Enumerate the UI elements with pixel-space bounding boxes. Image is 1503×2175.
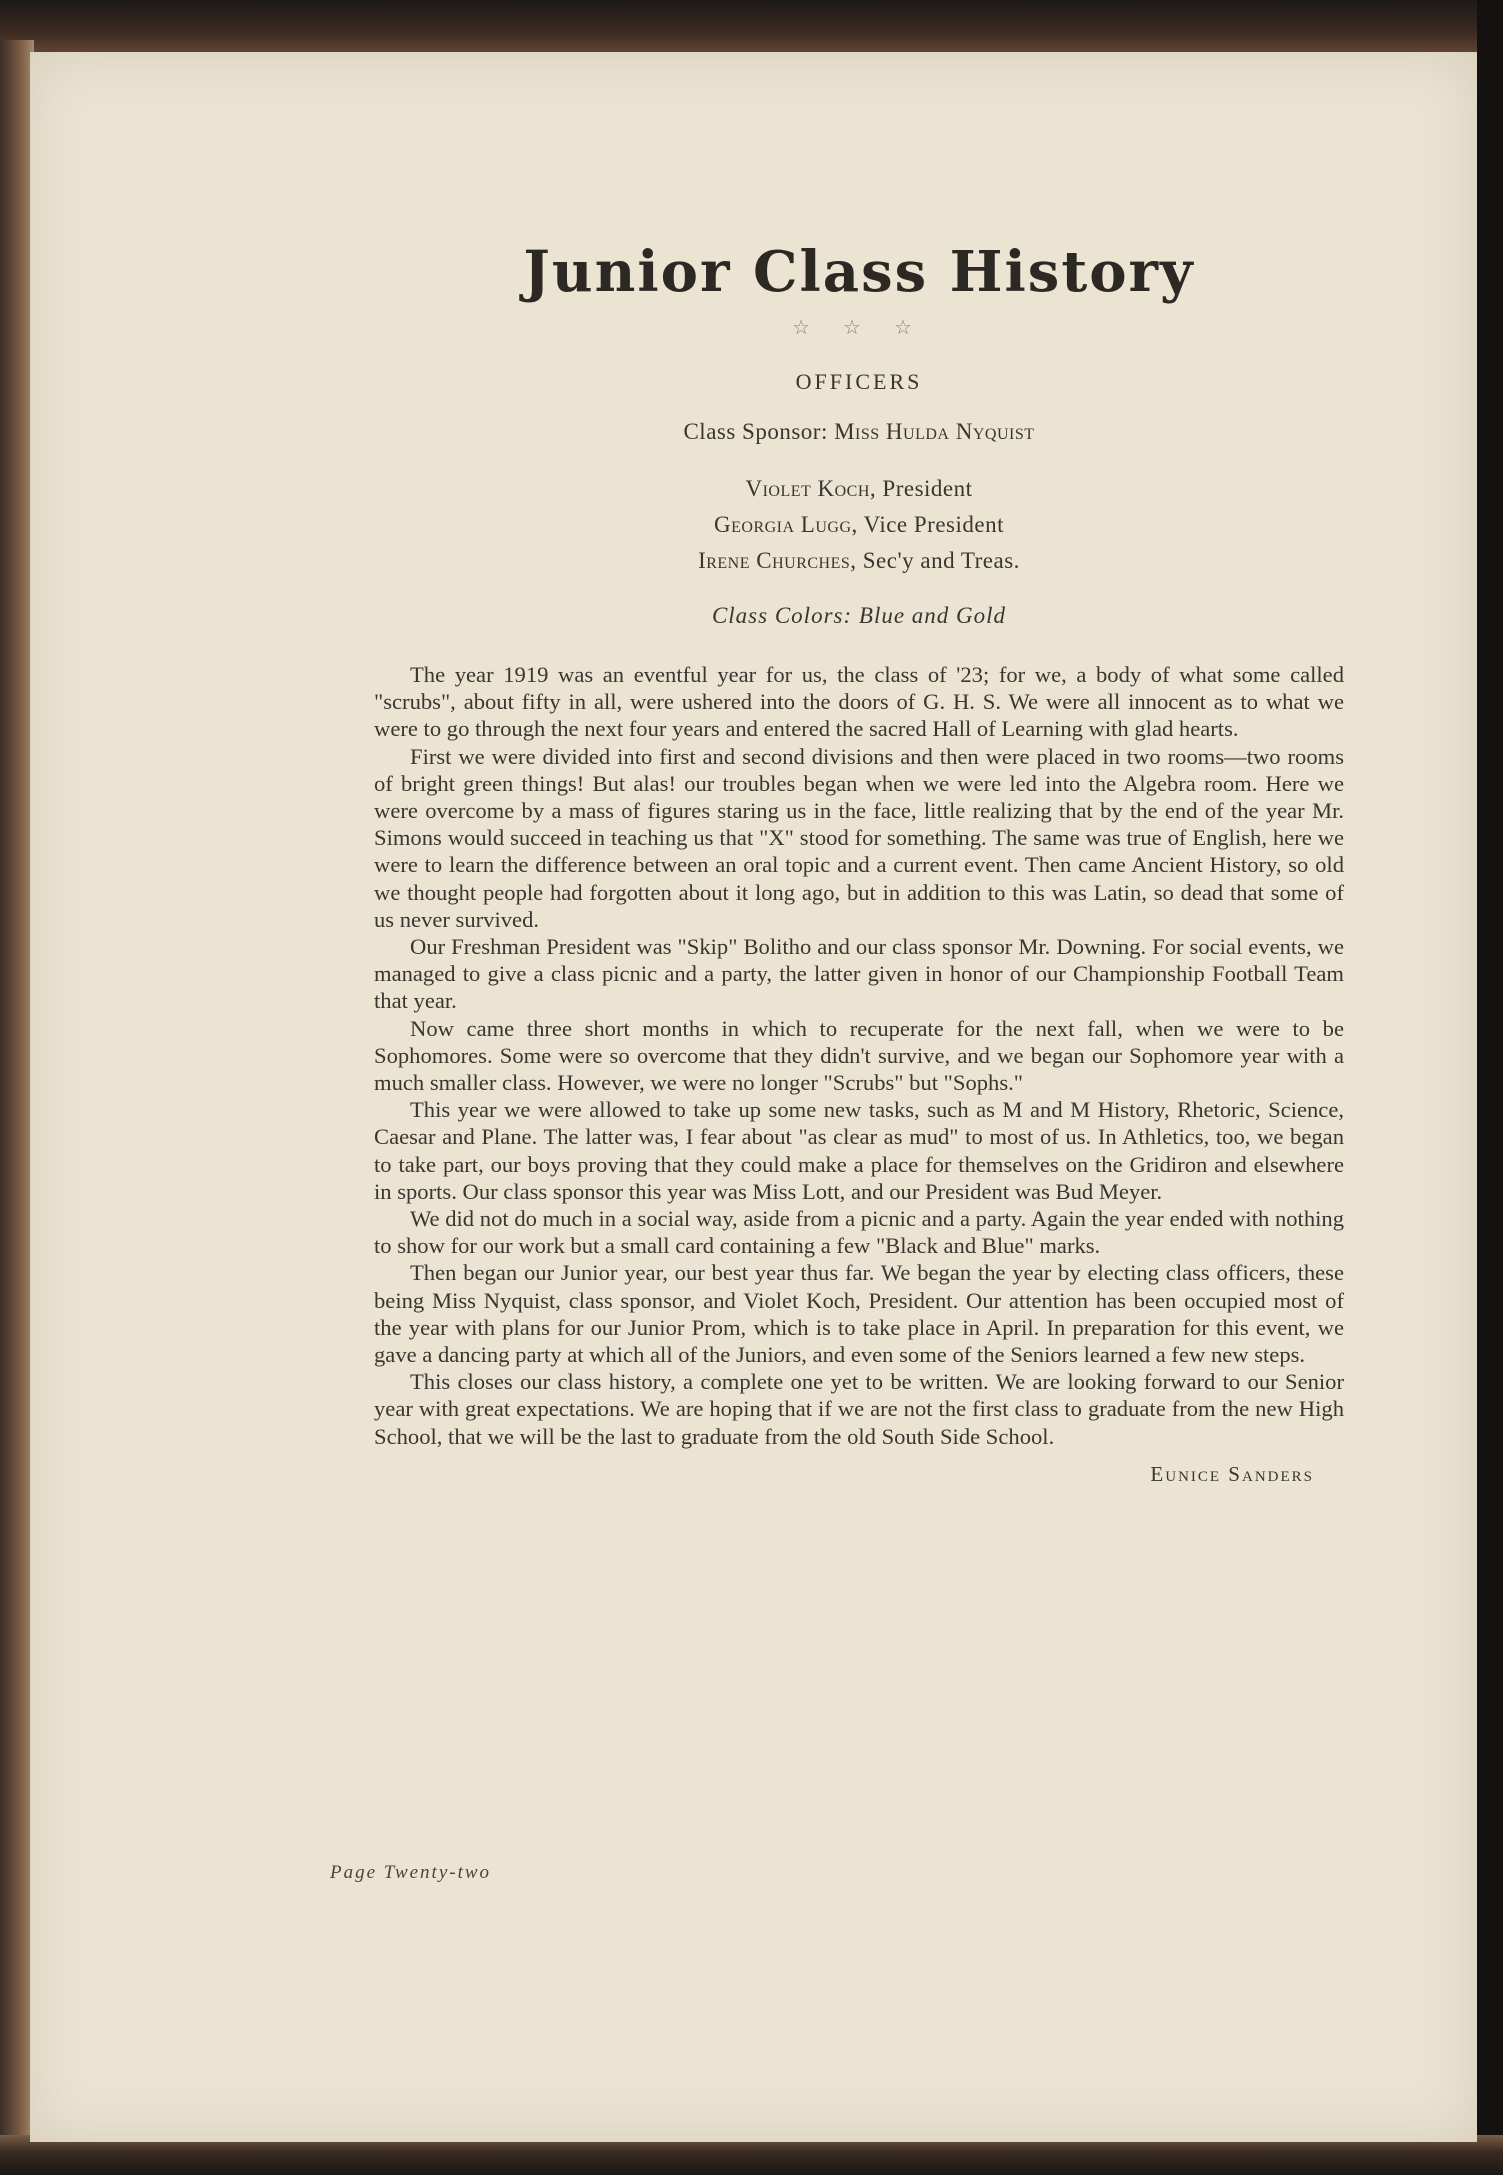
paragraph: Our Freshman President was "Skip" Bolitho and our class sponsor Mr. Downing. For social events, we managed to give a class picnic and a party, the latter given in honor of our Championship Football Team that year. xyxy=(374,934,1344,1014)
paragraph: The year 1919 was an eventful year for us, the class of '23; for we, a body of what some called "scrubs", about fifty in all, were ushered into the doors of G. H. S. We were all innocent as to what we were to go through the next four years and entered the sacred Hall of Learning with glad hearts. xyxy=(374,662,1344,742)
paragraph: This year we were allowed to take up some new tasks, such as M and M History, Rhetoric, Science, Caesar and Plane. The latter was, I fear about "as clear as mud" to most of us. In Athletics, too, we began to take part, our boys proving that they could make a place for themselves on the Gridiron and elsewhere in sports. Our class sponsor this year was Miss Lott, and our President was Bud Meyer. xyxy=(374,1097,1344,1204)
officer-list xyxy=(374,471,1344,579)
sponsor-label: Class Sponsor: xyxy=(683,419,828,444)
class-colors-label: Class Colors: xyxy=(711,603,853,628)
page-title: Junior Class History xyxy=(523,239,1195,305)
officer-role: , President xyxy=(869,476,973,501)
history-body xyxy=(374,661,1344,1450)
book-spine-edge xyxy=(0,40,34,2175)
paragraph: This closes our class history, a complete one yet to be written. We are looking forward to our Senior year with great expectations. We are hoping that if we are not the first class to graduate from the new High School, that we will be the last to graduate from the old South Side School. xyxy=(374,1369,1344,1449)
paragraph: Now came three short months in which to recuperate for the next fall, when we were to be Sophomores. Some were so overcome that they didn't survive, and we began our Sophomore year with a much smaller class. However, we were no longer "Scrubs" but "Sophs." xyxy=(374,1015,1344,1096)
officer-president xyxy=(374,471,1344,507)
paragraph: Then began our Junior year, our best year thus far. We began the year by electing class officers, these being Miss Nyquist, class sponsor, and Violet Koch, President. Our attention has been occupied most of the year with plans for our Junior Prom, which is to take place in April. In preparation for this event, we gave a dancing party at which all of the Juniors, and even some of the Seniors learned a few new steps. xyxy=(374,1260,1344,1368)
paragraph: We did not do much in a social way, aside from a picnic and a party. Again the year ended with nothing to show for our work but a small card containing a few "Black and Blue" marks. xyxy=(374,1206,1344,1259)
paragraph: First we were divided into first and second divisions and then were placed in two rooms—two rooms of bright green things! But alas! our troubles began when we were led into the Algebra room. Here we were overcome by a mass of figures staring us in the face, little realizing that by the end of the year Mr. Simons would succeed in teaching us that "X" stood for something. The same was true of English, here we were to learn the difference between an oral topic and a current event. Then came Ancient History, so old we thought people had forgotten about it long ago, but in addition to this was Latin, so dead that some of us never survived. xyxy=(374,743,1344,932)
officer-vice-president xyxy=(374,507,1344,543)
page-number: Page Twenty-two xyxy=(330,1862,492,1883)
officer-name: Georgia Lugg xyxy=(714,512,852,537)
class-sponsor xyxy=(374,417,1344,447)
class-colors-value: Blue and Gold xyxy=(858,603,1007,628)
book-right-edge xyxy=(1477,0,1503,2175)
page-content xyxy=(374,237,1344,1488)
officer-secretary-treasurer xyxy=(374,543,1344,579)
book-top-edge xyxy=(0,0,1503,58)
sponsor-name: Miss Hulda Nyquist xyxy=(834,419,1035,444)
officers-heading: OFFICERS xyxy=(795,369,923,394)
author-signature: Eunice Sanders xyxy=(1150,1461,1314,1486)
star-ornament: ☆ ☆ ☆ xyxy=(792,317,926,339)
document-page xyxy=(30,52,1477,2142)
officer-role: , Vice President xyxy=(851,512,1004,537)
officer-role: , Sec'y and Treas. xyxy=(850,548,1020,573)
officer-name: Irene Churches xyxy=(698,548,851,573)
class-colors xyxy=(374,601,1344,631)
officer-name: Violet Koch xyxy=(745,476,870,501)
